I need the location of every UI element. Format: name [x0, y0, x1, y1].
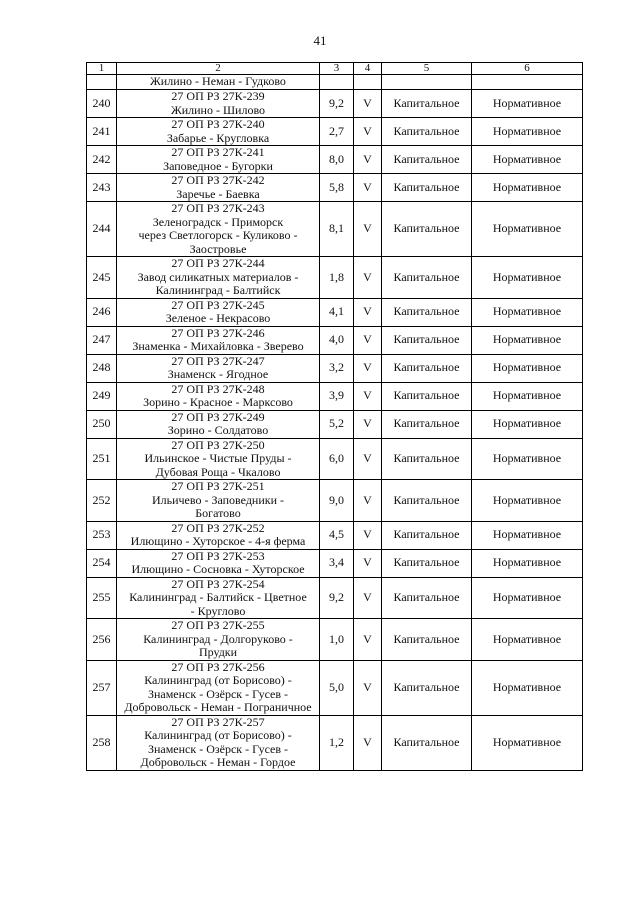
- road-name-line: 27 ОП РЗ 27К-250: [171, 437, 265, 452]
- road-name-line: Знаменск - Ягодное: [167, 367, 269, 381]
- header-cell-5: 5: [382, 63, 472, 75]
- condition: Нормативное: [472, 410, 583, 438]
- road-name-line: - Круглово: [190, 603, 246, 618]
- table-row: [87, 257, 583, 299]
- length-km: 6,0: [320, 438, 354, 480]
- road-name: [117, 480, 320, 522]
- category: V: [354, 354, 382, 382]
- row-number: 248: [87, 354, 117, 382]
- table-row: [87, 326, 583, 354]
- road-name-line: 27 ОП РЗ 27К-239: [171, 89, 265, 103]
- road-name: [117, 410, 320, 438]
- road-name-line: 27 ОП РЗ 27К-255: [171, 618, 265, 632]
- road-name: [117, 257, 320, 299]
- road-name: [117, 354, 320, 382]
- condition: Нормативное: [472, 90, 583, 118]
- road-name: [117, 619, 320, 661]
- surface-type: Капитальное: [382, 118, 472, 146]
- road-name-line: Зеленое - Некрасово: [165, 311, 271, 325]
- condition: Нормативное: [472, 577, 583, 619]
- table-row: [87, 202, 583, 257]
- table-row: [87, 549, 583, 577]
- road-name: [117, 660, 320, 715]
- road-name: [117, 521, 320, 549]
- length-km: 3,9: [320, 382, 354, 410]
- road-name-line: через Светлогорск - Куликово -: [138, 228, 298, 242]
- road-name-line: Илющино - Хуторское - 4-я ферма: [130, 534, 306, 548]
- condition: Нормативное: [472, 549, 583, 577]
- road-name: [117, 326, 320, 354]
- header-cell-6: 6: [472, 63, 583, 75]
- category: V: [354, 90, 382, 118]
- surface-type: Капитальное: [382, 715, 472, 770]
- row-number: 245: [87, 257, 117, 299]
- length-km: 3,4: [320, 549, 354, 577]
- table-row: [87, 438, 583, 480]
- road-name-line: Знаменск - Озёрск - Гусев -: [147, 741, 289, 756]
- length-km: 4,1: [320, 298, 354, 326]
- category: V: [354, 715, 382, 770]
- road-name: [117, 577, 320, 619]
- surface-type: Капитальное: [382, 660, 472, 715]
- condition: Нормативное: [472, 715, 583, 770]
- road-name-line: Прудки: [198, 645, 238, 659]
- road-name-line: Знаменка - Михайловка - Зверево: [132, 339, 304, 353]
- table-row: [87, 298, 583, 326]
- road-name-line: Заречье - Баевка: [176, 186, 260, 201]
- condition: Нормативное: [472, 118, 583, 146]
- length-km: 9,0: [320, 480, 354, 522]
- condition: Нормативное: [472, 521, 583, 549]
- header-cell-2: 2: [117, 63, 320, 75]
- category: V: [354, 257, 382, 299]
- category: V: [354, 660, 382, 715]
- row-number: 241: [87, 118, 117, 146]
- road-name: [117, 174, 320, 202]
- road-name: [117, 715, 320, 770]
- road-name-line: Калининград (от Борисово) -: [144, 673, 292, 687]
- row-number: 250: [87, 410, 117, 438]
- header-cell-1: 1: [87, 63, 117, 75]
- category: V: [354, 146, 382, 174]
- road-name-line: 27 ОП РЗ 27К-242: [171, 173, 265, 187]
- road-name-line: 27 ОП РЗ 27К-256: [171, 659, 265, 674]
- road-name-line: 27 ОП РЗ 27К-244: [171, 256, 265, 270]
- road-name-line: Заостровье: [189, 241, 247, 256]
- header-row: [87, 63, 583, 75]
- surface-type: Капитальное: [382, 146, 472, 174]
- continuation-c6: [472, 75, 583, 90]
- length-km: 8,0: [320, 146, 354, 174]
- surface-type: Капитальное: [382, 90, 472, 118]
- table-row: [87, 146, 583, 174]
- road-name-line: Калининград - Балтийск: [155, 283, 281, 297]
- road-name-line: Калининград - Балтийск - Цветное: [129, 590, 307, 604]
- table-row: [87, 410, 583, 438]
- road-name-line: 27 ОП РЗ 27К-251: [171, 479, 265, 493]
- condition: Нормативное: [472, 382, 583, 410]
- table-row: [87, 660, 583, 715]
- road-name: [117, 549, 320, 577]
- category: V: [354, 202, 382, 257]
- surface-type: Капитальное: [382, 257, 472, 299]
- row-number: 252: [87, 480, 117, 522]
- condition: Нормативное: [472, 619, 583, 661]
- surface-type: Капитальное: [382, 174, 472, 202]
- row-number: 258: [87, 715, 117, 770]
- condition: Нормативное: [472, 298, 583, 326]
- road-name-line: 27 ОП РЗ 27К-245: [171, 297, 265, 312]
- length-km: 8,1: [320, 202, 354, 257]
- category: V: [354, 118, 382, 146]
- surface-type: Капитальное: [382, 619, 472, 661]
- surface-type: Капитальное: [382, 382, 472, 410]
- length-km: 1,0: [320, 619, 354, 661]
- table-row: [87, 118, 583, 146]
- length-km: 5,0: [320, 660, 354, 715]
- road-name-line: 27 ОП РЗ 27К-247: [171, 353, 265, 368]
- surface-type: Капитальное: [382, 326, 472, 354]
- road-name-line: 27 ОП РЗ 27К-241: [171, 145, 265, 159]
- condition: Нормативное: [472, 354, 583, 382]
- table-row: [87, 577, 583, 619]
- table-row: [87, 354, 583, 382]
- condition: Нормативное: [472, 326, 583, 354]
- road-name-line: Калининград - Долгоруково -: [143, 631, 293, 646]
- road-name-line: 27 ОП РЗ 27К-253: [171, 548, 265, 563]
- length-km: 5,8: [320, 174, 354, 202]
- table-row: [87, 90, 583, 118]
- road-name-line: Зорино - Солдатово: [167, 423, 269, 437]
- road-name: [117, 118, 320, 146]
- category: V: [354, 577, 382, 619]
- header-cell-4: 4: [354, 63, 382, 75]
- length-km: 4,0: [320, 326, 354, 354]
- category: V: [354, 326, 382, 354]
- length-km: 1,2: [320, 715, 354, 770]
- condition: Нормативное: [472, 202, 583, 257]
- row-number: 242: [87, 146, 117, 174]
- table-row: [87, 715, 583, 770]
- road-name-line: 27 ОП РЗ 27К-248: [171, 381, 265, 396]
- row-number: 246: [87, 298, 117, 326]
- road-name-line: Зорино - Красное - Марксово: [143, 395, 293, 409]
- condition: Нормативное: [472, 257, 583, 299]
- row-number: 249: [87, 382, 117, 410]
- road-name-line: 27 ОП РЗ 27К-254: [171, 576, 265, 591]
- road-name-line: 27 ОП РЗ 27К-257: [171, 714, 265, 729]
- road-name-line: Знаменск - Озёрск - Гусев -: [147, 686, 289, 701]
- road-name-line: Добровольск - Неман - Пограничное: [124, 700, 312, 714]
- road-name-line: Калининград (от Борисово) -: [144, 728, 292, 742]
- road-name-line: Забарье - Кругловка: [166, 130, 270, 145]
- surface-type: Капитальное: [382, 577, 472, 619]
- road-name: [117, 298, 320, 326]
- row-number: 247: [87, 326, 117, 354]
- condition: Нормативное: [472, 438, 583, 480]
- road-name-line: 27 ОП РЗ 27К-249: [171, 409, 265, 424]
- table-row: [87, 174, 583, 202]
- continuation-num: [87, 75, 117, 90]
- table-row: [87, 382, 583, 410]
- condition: Нормативное: [472, 480, 583, 522]
- continuation-row: [87, 75, 583, 90]
- category: V: [354, 382, 382, 410]
- road-name-line: Ильинское - Чистые Пруды -: [144, 451, 292, 465]
- length-km: 5,2: [320, 410, 354, 438]
- surface-type: Капитальное: [382, 438, 472, 480]
- surface-type: Капитальное: [382, 521, 472, 549]
- category: V: [354, 438, 382, 480]
- row-number: 243: [87, 174, 117, 202]
- surface-type: Капитальное: [382, 354, 472, 382]
- row-number: 251: [87, 438, 117, 480]
- road-name-line: Дубовая Роща - Чкалово: [155, 464, 281, 479]
- page-number: 41: [313, 33, 327, 48]
- row-number: 254: [87, 549, 117, 577]
- road-name-line: Добровольск - Неман - Гордое: [140, 755, 296, 769]
- road-name-line: 27 ОП РЗ 27К-252: [171, 520, 265, 535]
- length-km: 2,7: [320, 118, 354, 146]
- road-name-line: Жилино - Шилово: [170, 102, 266, 117]
- road-name: [117, 146, 320, 174]
- category: V: [354, 174, 382, 202]
- category: V: [354, 549, 382, 577]
- table-row: [87, 619, 583, 661]
- category: V: [354, 521, 382, 549]
- category: V: [354, 410, 382, 438]
- road-name: [117, 438, 320, 480]
- road-name: [117, 202, 320, 257]
- length-km: 4,5: [320, 521, 354, 549]
- roads-table: [86, 62, 583, 771]
- surface-type: Капитальное: [382, 549, 472, 577]
- category: V: [354, 619, 382, 661]
- row-number: 240: [87, 90, 117, 118]
- road-name: [117, 382, 320, 410]
- road-name-line: Заповедное - Бугорки: [163, 158, 273, 173]
- length-km: 3,2: [320, 354, 354, 382]
- condition: Нормативное: [472, 146, 583, 174]
- row-number: 257: [87, 660, 117, 715]
- road-name-line: Илющино - Сосновка - Хуторское: [131, 562, 305, 576]
- length-km: 9,2: [320, 90, 354, 118]
- category: V: [354, 480, 382, 522]
- table-row: [87, 521, 583, 549]
- surface-type: Капитальное: [382, 202, 472, 257]
- continuation-c5: [382, 75, 472, 90]
- row-number: 256: [87, 619, 117, 661]
- row-number: 253: [87, 521, 117, 549]
- length-km: 1,8: [320, 257, 354, 299]
- road-name-line: 27 ОП РЗ 27К-246: [171, 325, 265, 340]
- road-name-line: Завод силикатных материалов -: [137, 269, 299, 284]
- condition: Нормативное: [472, 660, 583, 715]
- header-cell-3: 3: [320, 63, 354, 75]
- continuation-name: Жилино - Неман - Гудково: [117, 75, 320, 90]
- road-name-line: 27 ОП РЗ 27К-240: [171, 117, 265, 131]
- road-name: [117, 90, 320, 118]
- surface-type: Капитальное: [382, 410, 472, 438]
- length-km: 9,2: [320, 577, 354, 619]
- surface-type: Капитальное: [382, 298, 472, 326]
- road-name-line: Богатово: [195, 506, 241, 520]
- condition: Нормативное: [472, 174, 583, 202]
- continuation-cat: [354, 75, 382, 90]
- road-name-line: Зеленоградск - Приморск: [152, 214, 284, 229]
- surface-type: Капитальное: [382, 480, 472, 522]
- row-number: 244: [87, 202, 117, 257]
- continuation-km: [320, 75, 354, 90]
- road-name-line: 27 ОП РЗ 27К-243: [171, 201, 265, 215]
- road-name-line: Ильичево - Заповедники -: [151, 492, 285, 507]
- table-row: [87, 480, 583, 522]
- category: V: [354, 298, 382, 326]
- row-number: 255: [87, 577, 117, 619]
